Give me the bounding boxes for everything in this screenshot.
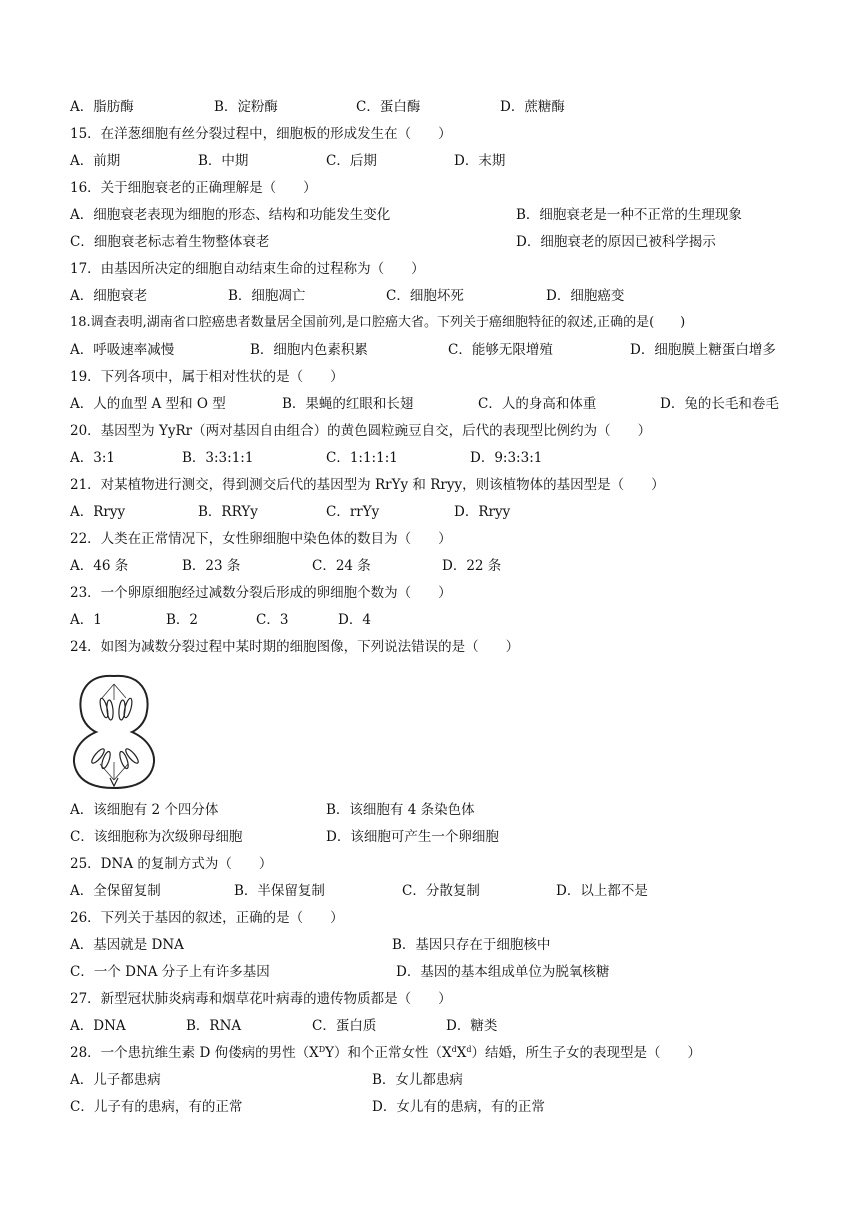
q16-option-d: D．细胞衰老的原因已被科学揭示 xyxy=(516,234,716,250)
q19-option-b: B．果蝇的红眼和长翅 xyxy=(282,396,414,412)
q22-stem: 22．人类在正常情况下，女性卵细胞中染色体的数目为（ ） xyxy=(70,531,452,547)
q18-option-a: A．呼吸速率减慢 xyxy=(70,342,175,358)
q17-option-b: B．细胞凋亡 xyxy=(228,288,306,304)
q22-option-b: B．23 条 xyxy=(182,558,241,574)
q19-stem: 19．下列各项中，属于相对性状的是（ ） xyxy=(70,369,344,385)
q27-option-b: B．RNA xyxy=(186,1018,242,1034)
q14-option-b: B．淀粉酶 xyxy=(214,99,278,115)
meiosis-cell-figure xyxy=(68,670,160,792)
q21-option-a: A．Rryy xyxy=(70,504,126,520)
q23-option-d: D．4 xyxy=(338,612,371,628)
q20-option-d: D．9:3:3:1 xyxy=(470,450,543,466)
q15-option-c: C．后期 xyxy=(326,153,377,169)
q14-option-a: A．脂肪酶 xyxy=(70,99,134,115)
q16-stem: 16．关于细胞衰老的正确理解是（ ） xyxy=(70,180,317,196)
q28-option-a: A．儿子都患病 xyxy=(70,1072,161,1088)
q23-option-c: C．3 xyxy=(256,612,289,628)
q21-option-c: C．rrYy xyxy=(326,504,380,520)
q22-option-d: D．22 条 xyxy=(442,558,502,574)
q28-stem: 28．一个患抗维生素 D 佝偻病的男性$(X^DY)$和个正常女性$(X^dX^d)$结婚，所生子女的表现型是（ ） xyxy=(70,1045,702,1061)
q16-option-b: B．细胞衰老是一种不正常的生理现象 xyxy=(516,207,742,223)
q20-option-c: C．1:1:1:1 xyxy=(326,450,398,466)
q25-option-d: D．以上都不是 xyxy=(556,883,648,899)
q23-option-b: B．2 xyxy=(166,612,199,628)
q17-stem: 17．由基因所决定的细胞自动结束生命的过程称为（ ） xyxy=(70,261,425,277)
q24-stem: 24．如图为减数分裂过程中某时期的细胞图像，下列说法错误的是（ ） xyxy=(70,639,520,655)
q20-option-a: A．3:1 xyxy=(70,450,115,466)
q25-stem: 25．DNA 的复制方式为（ ） xyxy=(70,856,273,872)
q25-option-a: A．全保留复制 xyxy=(70,883,161,899)
q17-option-a: A．细胞衰老 xyxy=(70,288,148,304)
q15-option-d: D．末期 xyxy=(454,153,506,169)
q18-option-d: D．细胞膜上糖蛋白增多 xyxy=(630,342,776,358)
q19-option-d: D．兔的长毛和卷毛 xyxy=(660,396,779,412)
q26-option-d: D．基因的基本组成单位为脱氧核糖 xyxy=(396,964,610,980)
q24-option-d: D．该细胞可产生一个卵细胞 xyxy=(326,829,499,845)
q23-option-a: A．1 xyxy=(70,612,102,628)
q25-option-b: B．半保留复制 xyxy=(234,883,325,899)
q17-option-c: C．细胞坏死 xyxy=(386,288,464,304)
q23-stem: 23．一个卵原细胞经过减数分裂后形成的卵细胞个数为（ ） xyxy=(70,585,452,601)
q24-option-a: A．该细胞有 2 个四分体 xyxy=(70,802,219,818)
q15-stem: 15．在洋葱细胞有丝分裂过程中，细胞板的形成发生在（ ） xyxy=(70,126,452,142)
q14-option-c: C．蛋白酶 xyxy=(356,99,421,115)
q16-option-a: A．细胞衰老表现为细胞的形态、结构和功能发生变化 xyxy=(70,207,391,223)
q27-option-d: D．糖类 xyxy=(446,1018,498,1034)
q22-option-c: C．24 条 xyxy=(312,558,371,574)
q21-stem: 21．对某植物进行测交，得到测交后代的基因型为 RrYy 和 Rryy，则该植物体的基因型是（ ） xyxy=(70,477,665,493)
q18-option-b: B．细胞内色素积累 xyxy=(250,342,368,358)
q21-option-b: B．RRYy xyxy=(198,504,258,520)
q27-option-a: A．DNA xyxy=(70,1018,126,1034)
q26-option-a: A．基因就是 DNA xyxy=(70,937,184,953)
q25-option-c: C．分散复制 xyxy=(402,883,480,899)
q20-stem: 20．基因型为 YyRr（两对基因自由组合）的黄色圆粒豌豆自交，后代的表现型比例约为（ ） xyxy=(70,423,652,439)
q26-option-b: B．基因只存在于细胞核中 xyxy=(392,937,551,953)
q17-option-d: D．细胞癌变 xyxy=(546,288,625,304)
q28-option-d: D．女儿有的患病，有的正常 xyxy=(372,1099,545,1115)
q28-option-b: B．女儿都患病 xyxy=(372,1072,463,1088)
q19-option-c: C．人的身高和体重 xyxy=(478,396,597,412)
q28-option-c: C．儿子有的患病，有的正常 xyxy=(70,1099,243,1115)
q20-option-b: B．3:3:1:1 xyxy=(182,450,254,466)
q26-stem: 26．下列关于基因的叙述，正确的是（ ） xyxy=(70,910,344,926)
q24-option-b: B．该细胞有 4 条染色体 xyxy=(326,802,475,818)
q27-option-c: C．蛋白质 xyxy=(312,1018,377,1034)
q27-stem: 27．新型冠状肺炎病毒和烟草花叶病毒的遗传物质都是（ ） xyxy=(70,991,452,1007)
q15-option-a: A．前期 xyxy=(70,153,121,169)
q18-option-c: C．能够无限增殖 xyxy=(448,342,553,358)
q19-option-a: A．人的血型 A 型和 O 型 xyxy=(70,396,226,412)
q16-option-c: C．细胞衰老标志着生物整体衰老 xyxy=(70,234,270,250)
q14-option-d: D．蔗糖酶 xyxy=(500,99,565,115)
q24-option-c: C．该细胞称为次级卵母细胞 xyxy=(70,829,243,845)
q18-stem: 18.调查表明,湖南省口腔癌患者数量居全国前列,是口腔癌大省。下列关于癌细胞特征的叙述,正确的是( ) xyxy=(70,315,686,330)
q22-option-a: A．46 条 xyxy=(70,558,129,574)
q26-option-c: C．一个 DNA 分子上有许多基因 xyxy=(70,964,270,980)
q21-option-d: D．Rryy xyxy=(454,504,511,520)
q15-option-b: B．中期 xyxy=(198,153,249,169)
